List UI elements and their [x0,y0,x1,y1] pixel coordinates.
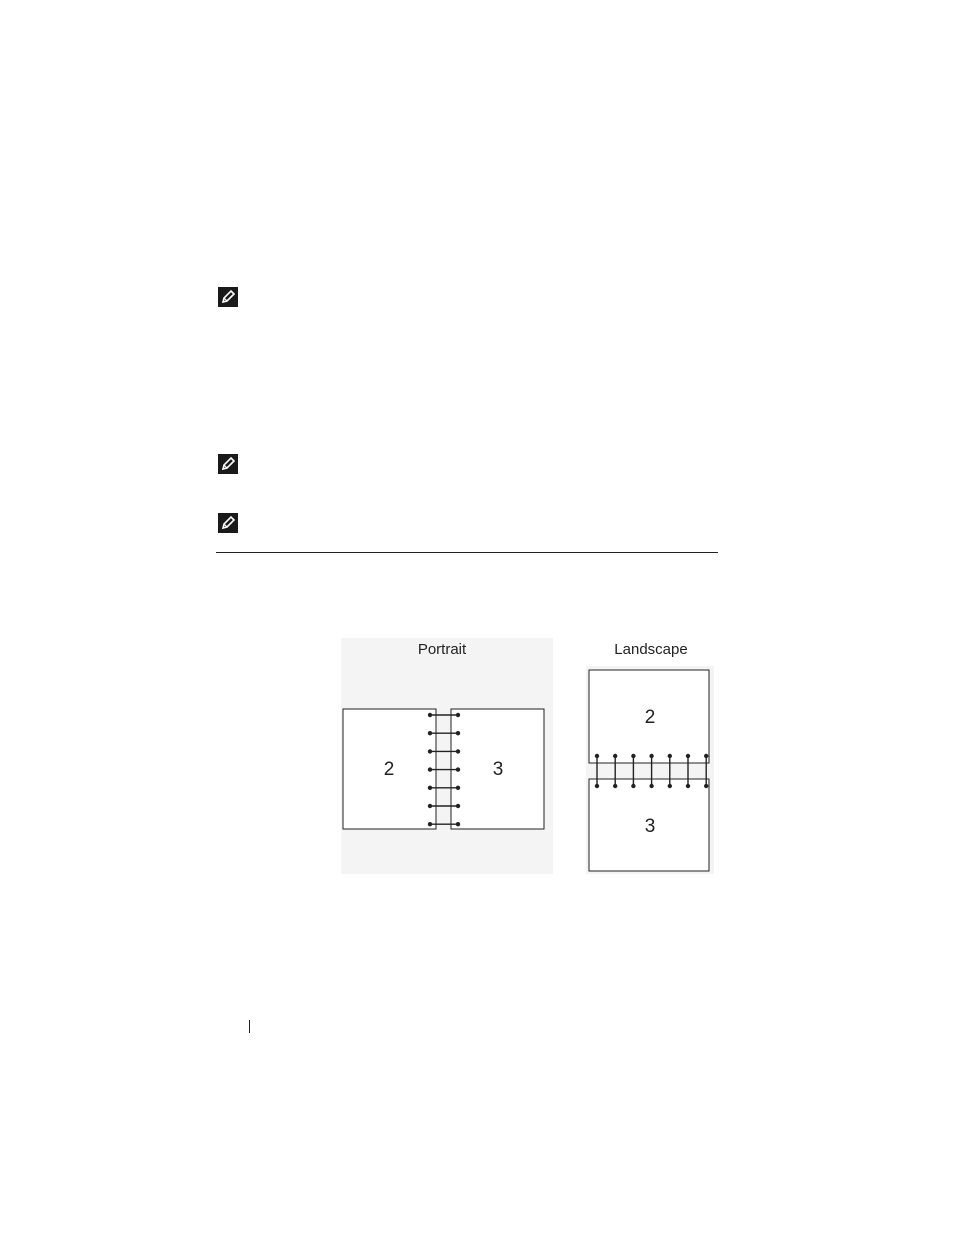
binding-figure [338,634,718,874]
binding-hole [456,786,460,790]
portrait-left-page-number: 2 [383,759,395,780]
binding-hole [428,749,432,753]
binding-hole [668,754,672,758]
binding-hole [456,713,460,717]
binding-hole [631,754,635,758]
binding-hole [613,784,617,788]
binding-hole [456,731,460,735]
binding-hole [456,767,460,771]
note-pencil-icon [218,454,238,474]
binding-hole [456,749,460,753]
binding-hole [613,754,617,758]
binding-diagram [338,634,718,874]
binding-hole [595,784,599,788]
page-margin-mark [249,1020,250,1033]
note-pencil-icon [218,513,238,533]
binding-hole [631,784,635,788]
binding-hole [428,822,432,826]
portrait-right-page-number: 3 [492,759,504,780]
binding-hole [456,804,460,808]
binding-hole [686,754,690,758]
binding-hole [428,767,432,771]
binding-hole [649,754,653,758]
note-pencil-icon [218,287,238,307]
binding-hole [428,804,432,808]
binding-hole [704,784,708,788]
binding-hole [428,786,432,790]
binding-hole [428,713,432,717]
portrait-label: Portrait [417,641,467,658]
binding-hole [456,822,460,826]
landscape-label: Landscape [614,641,688,658]
section-divider [216,552,718,553]
binding-hole [686,784,690,788]
binding-hole [595,754,599,758]
binding-hole [649,784,653,788]
landscape-top-page-number: 2 [644,707,656,728]
binding-hole [428,731,432,735]
landscape-bottom-page-number: 3 [644,816,656,837]
binding-hole [704,754,708,758]
binding-hole [668,784,672,788]
